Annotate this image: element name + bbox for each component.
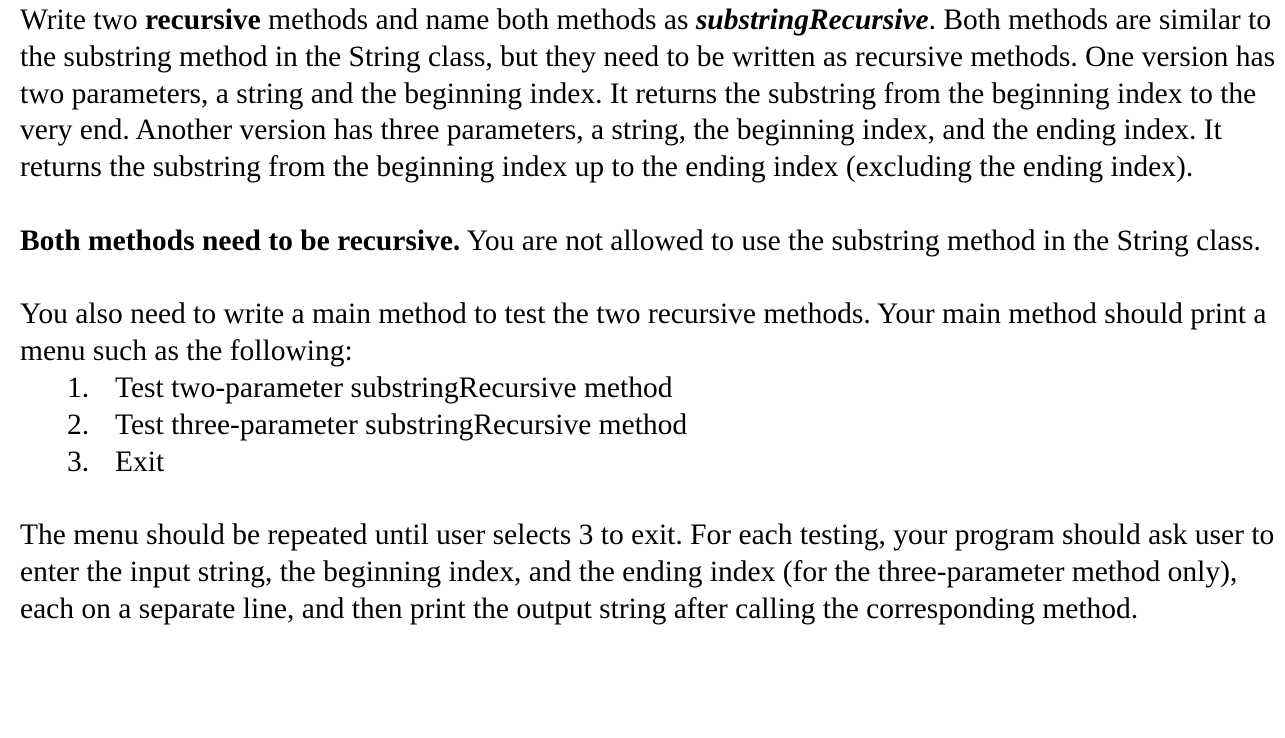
intro-text-1: Write two: [20, 4, 145, 36]
menu-item-number: 1.: [67, 371, 90, 404]
paragraph-main-method: [20, 296, 1280, 370]
document-body: [20, 2, 1280, 628]
menu-item-label: Test two-parameter substringRecursive method: [115, 371, 673, 404]
menu-item-label: Test three-parameter substringRecursive method: [115, 408, 688, 441]
main-method-text: You also need to write a main method to test the two recursive methods. Your main method should print a menu such as the following:: [20, 298, 1267, 368]
menu-item-label: Exit: [115, 445, 165, 478]
intro-method-name: substringRecursive: [695, 4, 929, 36]
menu-item: [20, 444, 1280, 481]
paragraph-menu-behavior: [20, 517, 1280, 627]
paragraph-requirement: [20, 223, 1280, 260]
menu-list: [20, 370, 1280, 480]
intro-bold-recursive: recursive: [144, 4, 261, 36]
requirement-bold: Both methods need to be recursive.: [20, 224, 461, 257]
menu-item-number: 2.: [67, 408, 90, 441]
menu-item: [20, 370, 1280, 407]
intro-text-2: methods and name both methods as: [260, 4, 696, 36]
intro-text-3: . Both methods are similar to the substring method in the String class, but they need to be written as recursive methods. One version has two parameters, a string and the beginning index. It returns the substring from the beginning index to the very end. Another version has three parameters, a string, the beginning index, and the ending index. It returns the substring from the beginning index up to the ending index (excluding the ending index).: [20, 4, 1276, 184]
menu-behavior-text: The menu should be repeated until user selects 3 to exit. For each testing, your program should ask user to enter the input string, the beginning index, and the ending index (for the three-parameter method only), each on a separate line, and then print the output string after calling the corresponding method.: [20, 519, 1275, 625]
requirement-text: You are not allowed to use the substring method in the String class.: [460, 224, 1261, 257]
menu-item-number: 3.: [67, 445, 90, 478]
paragraph-intro: [20, 2, 1280, 186]
menu-item: [20, 407, 1280, 444]
